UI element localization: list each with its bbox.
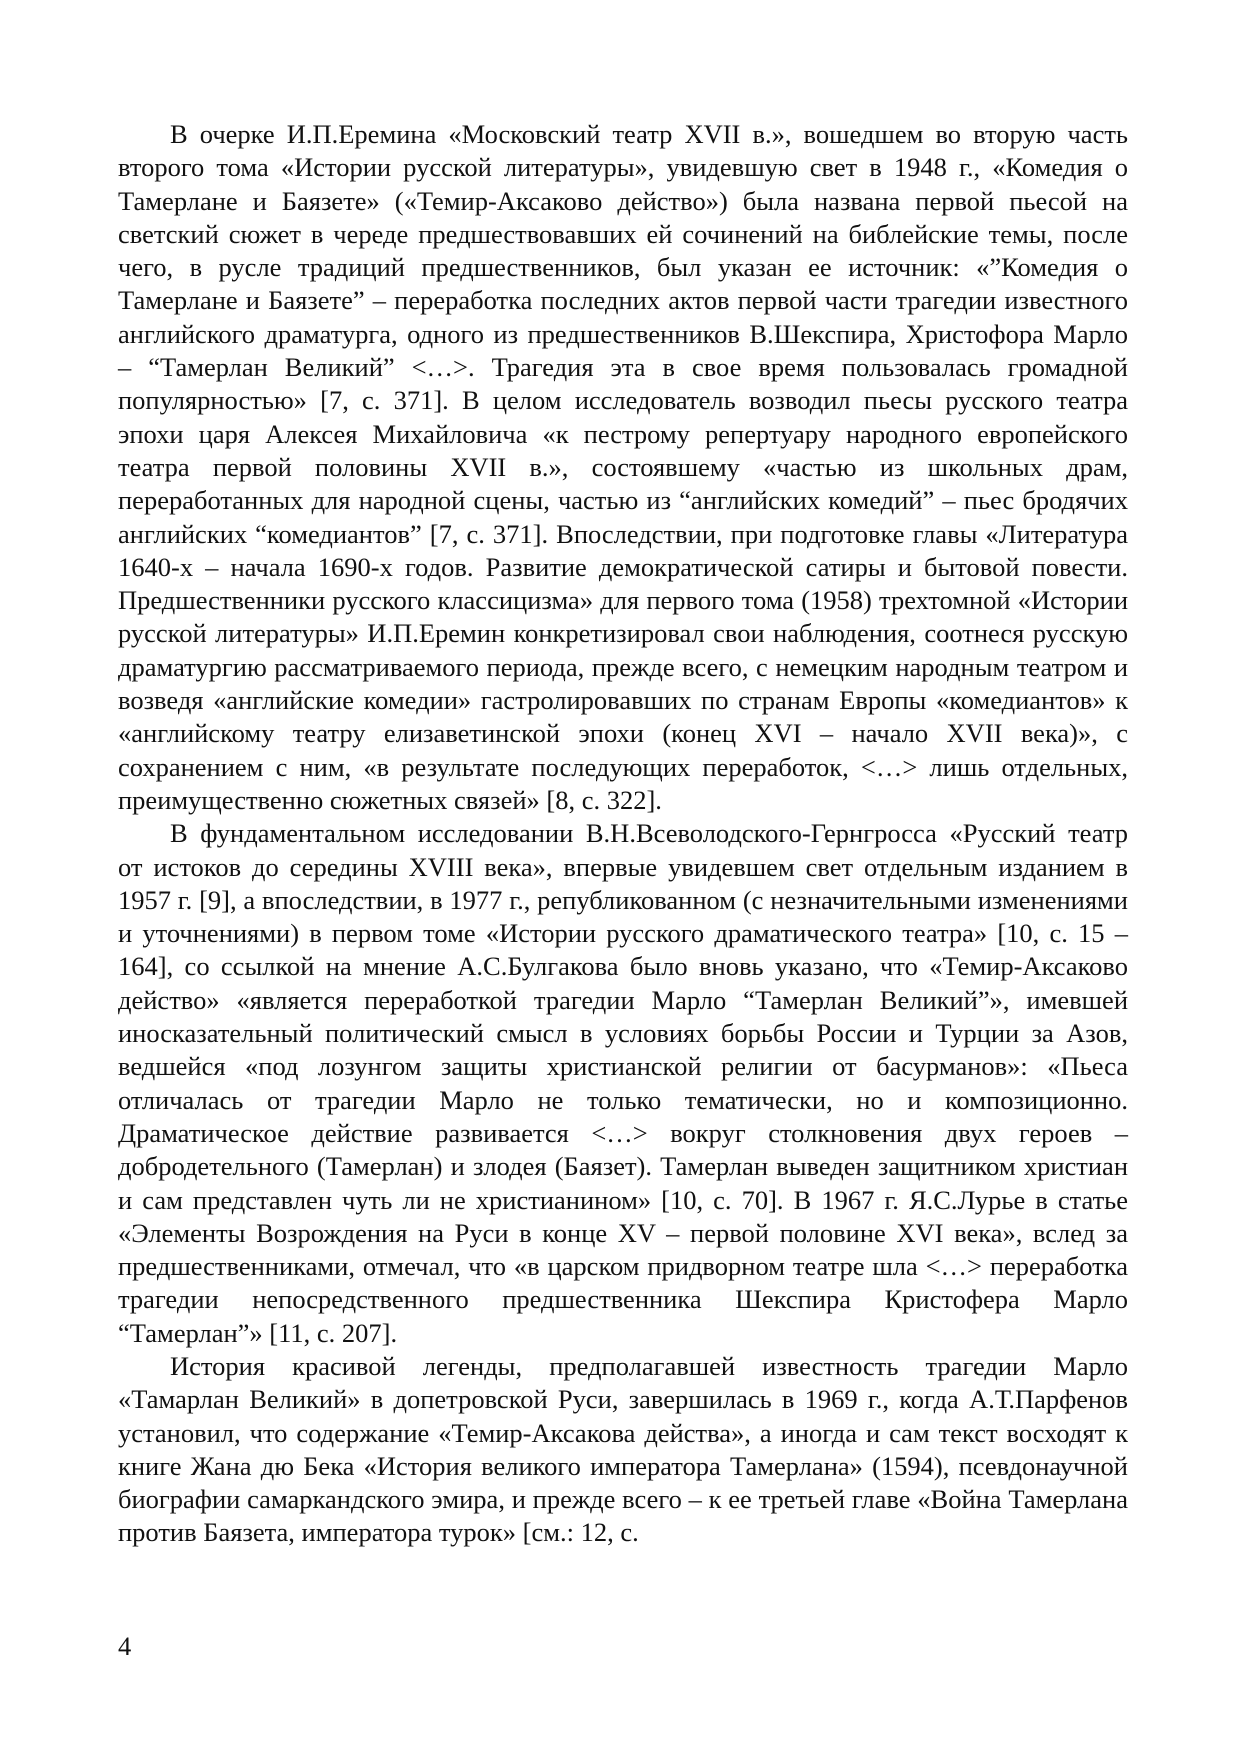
body-text [118, 118, 1128, 1550]
page-number: 4 [118, 1631, 132, 1661]
paragraph-2: В фундаментальном исследовании В.Н.Всеволодского-Гернгросса «Русский театр от истоков до середины XVIII века», впервые увидевшем свет отдельным изданием в 1957 г. [9], а впоследствии, в 1977 г., републикованном (с незначительными изменениями и уточнениями) в первом томе «Истории русского драматического театра» [10, с. 15 – 164], со ссылкой на мнение А.С.Булгакова было вновь указано, что «Темир-Аксаково действо» «является переработкой трагедии Марло “Тамерлан Великий”», имевшей иносказательный политический смысл в условиях борьбы России и Турции за Азов, ведшейся «под лозунгом защиты христианской религии от басурманов»: «Пьеса отличалась от трагедии Марло не только тематически, но и композиционно. Драматическое действие развивается <…> вокруг столкновения двух героев – добродетельного (Тамерлан) и злодея (Баязет). Тамерлан выведен защитником христиан и сам представлен чуть ли не христианином» [10, с. 70]. В 1967 г. Я.С.Лурье в статье «Элементы Возрождения на Руси в конце XV – первой половине XVI века», вслед за предшественниками, отмечал, что «в царском придворном театре шла <…> переработка трагедии непосредственного предшественника Шекспира Кристофера Марло “Тамерлан”» [11, с. 207]. [118, 818, 1128, 1348]
paragraph-3: История красивой легенды, предполагавшей известность трагедии Марло «Тамарлан Великий» в допетровской Руси, завершилась в 1969 г., когда А.Т.Парфенов установил, что содержание «Темир-Аксакова действа», а иногда и сам текст восходят к книге Жана дю Бека «История великого императора Тамерлана» (1594), псевдонаучной биографии самаркандского эмира, и прежде всего – к ее третьей главе «Война Тамерлана против Баязета, императора турок» [см.: 12, с. [118, 1350, 1128, 1548]
paragraph-1: В очерке И.П.Еремина «Московский театр XVII в.», вошедшем во вторую часть второго тома «Истории русской литературы», увидевшую свет в 1948 г., «Комедия о Тамерлане и Баязете» («Темир-Аксаково действо») была названа первой пьесой на светский сюжет в череде предшествовавших ей сочинений на библейские темы, после чего, в русле традиций предшественников, был указан ее источник: «”Комедия о Тамерлане и Баязете” – переработка последних актов первой части трагедии известного английского драматурга, одного из предшественников В.Шекспира, Христофора Марло – “Тамерлан Великий” <…>. Трагедия эта в свое время пользовалась громадной популярностью» [7, с. 371]. В целом исследователь возводил пьесы русского театра эпохи царя Алексея Михайловича «к пестрому репертуару народного европейского театра первой половины XVII в.», состоявшему «частью из школьных драм, переработанных для народной сцены, частью из “английских комедий” – пьес бродячих английских “комедиантов” [7, с. 371]. Впоследствии, при подготовке главы «Литература 1640-х – начала 1690-х годов. Развитие демократической сатиры и бытовой повести. Предшественники русского классицизма» для первого тома (1958) трехтомной «Истории русской литературы» И.П.Еремин конкретизировал свои наблюдения, соотнеся русскую драматургию рассматриваемого периода, прежде всего, с немецким народным театром и возведя «английские комедии» гастролировавших по странам Европы «комедиантов» к «английскому театру елизаветинской эпохи (конец XVI – начало XVII века)», с сохранением с ним, «в результате последующих переработок, <…> лишь отдельных, преимущественно сюжетных связей» [8, с. 322]. [118, 119, 1128, 815]
